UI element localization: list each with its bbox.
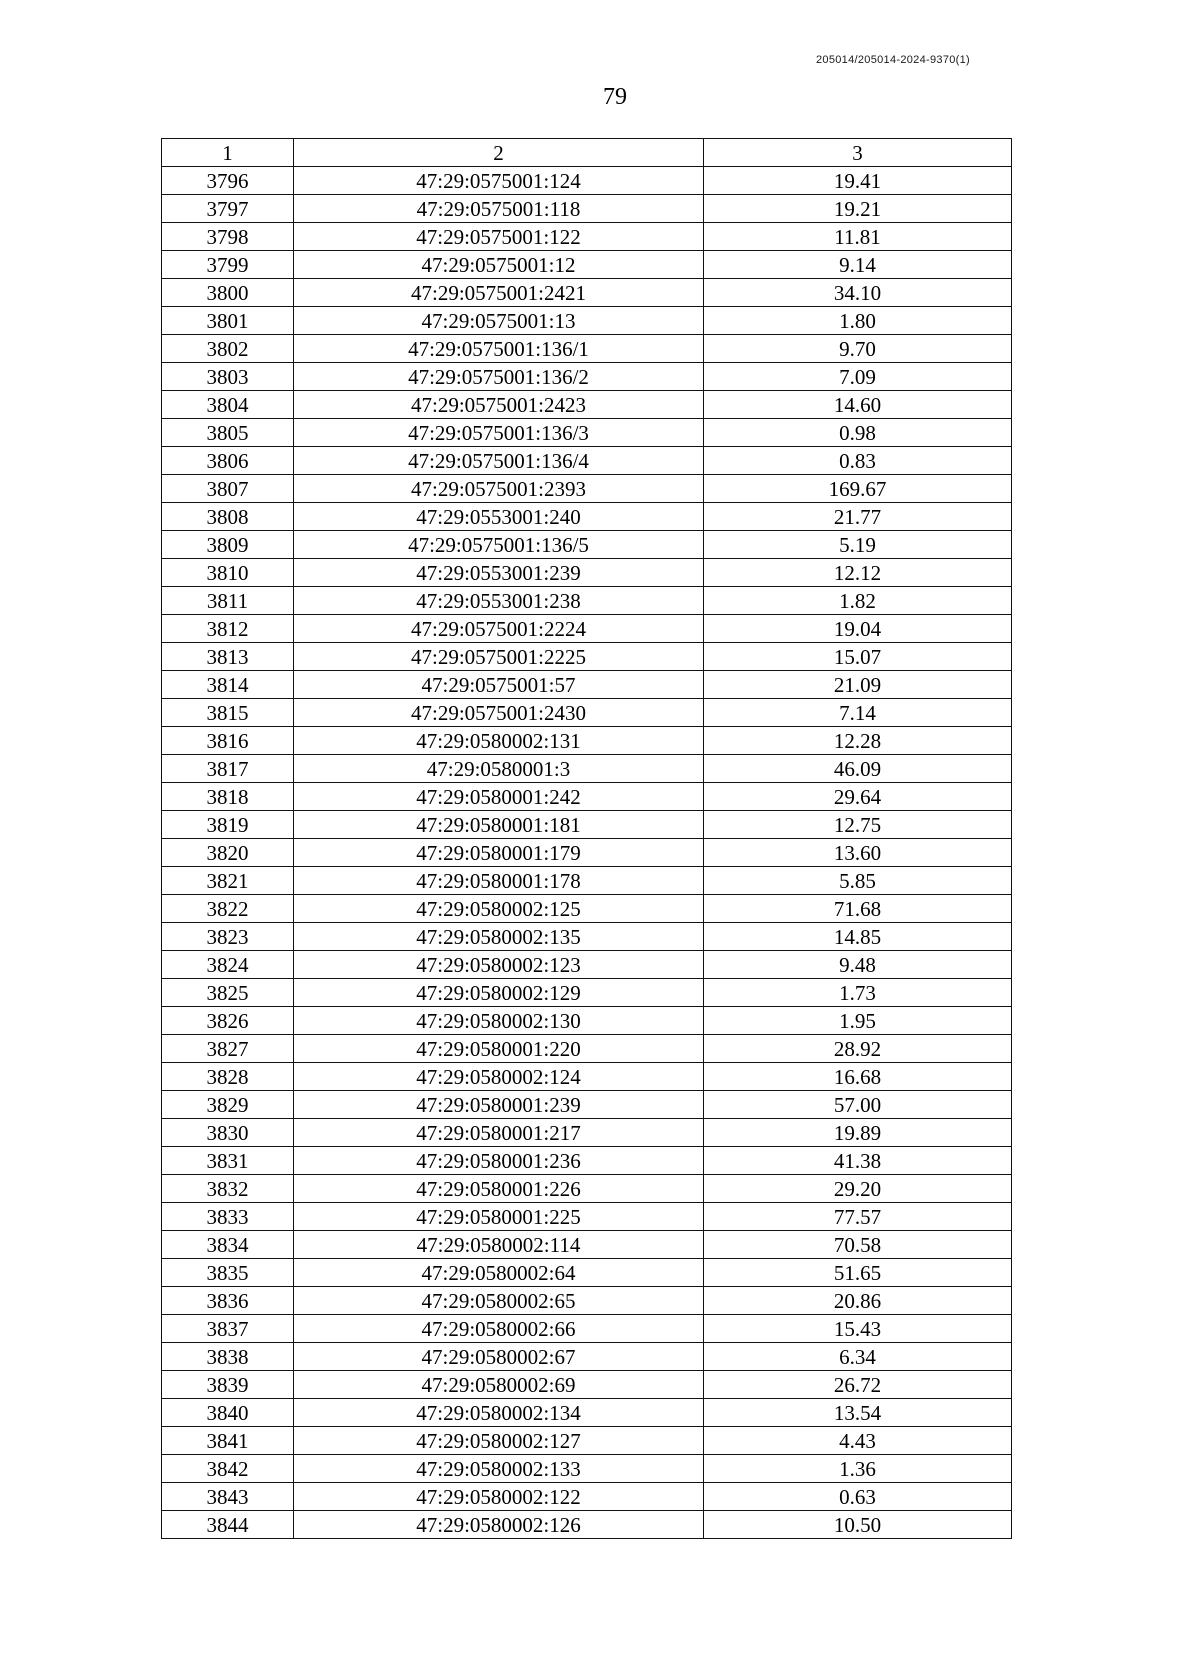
area-value-cell: 51.65	[704, 1259, 1012, 1287]
row-number-cell: 3802	[162, 335, 294, 363]
row-number-cell: 3803	[162, 363, 294, 391]
area-value-cell: 41.38	[704, 1147, 1012, 1175]
row-number-cell: 3829	[162, 1091, 294, 1119]
table-row	[162, 727, 1012, 755]
cadastral-number-cell: 47:29:0553001:239	[294, 559, 704, 587]
area-value-cell: 19.41	[704, 167, 1012, 195]
table-row	[162, 1147, 1012, 1175]
row-number-cell: 3825	[162, 979, 294, 1007]
row-number-cell: 3833	[162, 1203, 294, 1231]
table-row	[162, 839, 1012, 867]
row-number-cell: 3797	[162, 195, 294, 223]
cadastral-table	[161, 138, 1012, 1539]
area-value-cell: 9.14	[704, 251, 1012, 279]
table-row	[162, 1287, 1012, 1315]
row-number-cell: 3835	[162, 1259, 294, 1287]
cadastral-number-cell: 47:29:0580002:135	[294, 923, 704, 951]
area-value-cell: 46.09	[704, 755, 1012, 783]
row-number-cell: 3838	[162, 1343, 294, 1371]
cadastral-number-cell: 47:29:0575001:2430	[294, 699, 704, 727]
area-value-cell: 12.12	[704, 559, 1012, 587]
area-value-cell: 29.20	[704, 1175, 1012, 1203]
row-number-cell: 3837	[162, 1315, 294, 1343]
cadastral-number-cell: 47:29:0575001:124	[294, 167, 704, 195]
row-number-cell: 3801	[162, 307, 294, 335]
row-number-cell: 3812	[162, 615, 294, 643]
table-row	[162, 1455, 1012, 1483]
table-row	[162, 1343, 1012, 1371]
table-row	[162, 1371, 1012, 1399]
row-number-cell: 3830	[162, 1119, 294, 1147]
row-number-cell: 3804	[162, 391, 294, 419]
row-number-cell: 3839	[162, 1371, 294, 1399]
row-number-cell: 3823	[162, 923, 294, 951]
cadastral-number-cell: 47:29:0580001:181	[294, 811, 704, 839]
row-number-cell: 3816	[162, 727, 294, 755]
area-value-cell: 19.21	[704, 195, 1012, 223]
row-number-cell: 3799	[162, 251, 294, 279]
table-row	[162, 867, 1012, 895]
table-row	[162, 195, 1012, 223]
area-value-cell: 0.63	[704, 1483, 1012, 1511]
table-row	[162, 895, 1012, 923]
table-row	[162, 699, 1012, 727]
table-row	[162, 503, 1012, 531]
area-value-cell: 1.36	[704, 1455, 1012, 1483]
area-value-cell: 21.77	[704, 503, 1012, 531]
cadastral-number-cell: 47:29:0575001:2421	[294, 279, 704, 307]
table-header	[162, 139, 1012, 167]
cadastral-number-cell: 47:29:0575001:136/1	[294, 335, 704, 363]
table-row	[162, 1119, 1012, 1147]
area-value-cell: 16.68	[704, 1063, 1012, 1091]
cadastral-number-cell: 47:29:0575001:136/4	[294, 447, 704, 475]
table-row	[162, 167, 1012, 195]
table-row	[162, 279, 1012, 307]
cadastral-number-cell: 47:29:0575001:136/5	[294, 531, 704, 559]
row-number-cell: 3834	[162, 1231, 294, 1259]
row-number-cell: 3815	[162, 699, 294, 727]
cadastral-number-cell: 47:29:0575001:2224	[294, 615, 704, 643]
area-value-cell: 26.72	[704, 1371, 1012, 1399]
row-number-cell: 3818	[162, 783, 294, 811]
area-value-cell: 0.83	[704, 447, 1012, 475]
cadastral-number-cell: 47:29:0580002:67	[294, 1343, 704, 1371]
area-value-cell: 14.60	[704, 391, 1012, 419]
cadastral-number-cell: 47:29:0553001:240	[294, 503, 704, 531]
cadastral-number-cell: 47:29:0580002:64	[294, 1259, 704, 1287]
cadastral-number-cell: 47:29:0580002:69	[294, 1371, 704, 1399]
table-row	[162, 671, 1012, 699]
column-header-3: 3	[704, 139, 1012, 167]
cadastral-number-cell: 47:29:0575001:12	[294, 251, 704, 279]
area-value-cell: 0.98	[704, 419, 1012, 447]
row-number-cell: 3805	[162, 419, 294, 447]
area-value-cell: 5.19	[704, 531, 1012, 559]
table-row	[162, 391, 1012, 419]
row-number-cell: 3806	[162, 447, 294, 475]
table-row	[162, 783, 1012, 811]
cadastral-number-cell: 47:29:0575001:2393	[294, 475, 704, 503]
row-number-cell: 3810	[162, 559, 294, 587]
table-row	[162, 1007, 1012, 1035]
row-number-cell: 3817	[162, 755, 294, 783]
table-row	[162, 755, 1012, 783]
table-row	[162, 1203, 1012, 1231]
row-number-cell: 3798	[162, 223, 294, 251]
area-value-cell: 14.85	[704, 923, 1012, 951]
area-value-cell: 34.10	[704, 279, 1012, 307]
area-value-cell: 28.92	[704, 1035, 1012, 1063]
row-number-cell: 3814	[162, 671, 294, 699]
area-value-cell: 70.58	[704, 1231, 1012, 1259]
cadastral-number-cell: 47:29:0580002:114	[294, 1231, 704, 1259]
cadastral-number-cell: 47:29:0580002:124	[294, 1063, 704, 1091]
table-row	[162, 979, 1012, 1007]
table-row	[162, 251, 1012, 279]
table-row	[162, 531, 1012, 559]
table-row	[162, 1315, 1012, 1343]
cadastral-number-cell: 47:29:0580002:123	[294, 951, 704, 979]
area-value-cell: 77.57	[704, 1203, 1012, 1231]
cadastral-number-cell: 47:29:0580002:66	[294, 1315, 704, 1343]
table-row	[162, 335, 1012, 363]
table-row	[162, 1483, 1012, 1511]
table-row	[162, 587, 1012, 615]
cadastral-number-cell: 47:29:0580002:122	[294, 1483, 704, 1511]
table-row	[162, 1231, 1012, 1259]
row-number-cell: 3826	[162, 1007, 294, 1035]
cadastral-number-cell: 47:29:0575001:136/3	[294, 419, 704, 447]
area-value-cell: 11.81	[704, 223, 1012, 251]
area-value-cell: 6.34	[704, 1343, 1012, 1371]
table-row	[162, 1035, 1012, 1063]
area-value-cell: 29.64	[704, 783, 1012, 811]
cadastral-number-cell: 47:29:0580001:242	[294, 783, 704, 811]
area-value-cell: 9.70	[704, 335, 1012, 363]
table-row	[162, 559, 1012, 587]
table-row	[162, 643, 1012, 671]
cadastral-number-cell: 47:29:0580002:127	[294, 1427, 704, 1455]
row-number-cell: 3827	[162, 1035, 294, 1063]
row-number-cell: 3831	[162, 1147, 294, 1175]
cadastral-number-cell: 47:29:0575001:2423	[294, 391, 704, 419]
table-row	[162, 475, 1012, 503]
row-number-cell: 3844	[162, 1511, 294, 1539]
table-row	[162, 923, 1012, 951]
row-number-cell: 3813	[162, 643, 294, 671]
cadastral-number-cell: 47:29:0580002:125	[294, 895, 704, 923]
row-number-cell: 3809	[162, 531, 294, 559]
table-row	[162, 1427, 1012, 1455]
table-body	[162, 167, 1012, 1539]
page-number: 79	[603, 84, 627, 110]
area-value-cell: 1.80	[704, 307, 1012, 335]
row-number-cell: 3800	[162, 279, 294, 307]
cadastral-number-cell: 47:29:0580001:225	[294, 1203, 704, 1231]
area-value-cell: 12.28	[704, 727, 1012, 755]
document-reference: 205014/205014-2024-9370(1)	[816, 54, 970, 66]
area-value-cell: 1.82	[704, 587, 1012, 615]
cadastral-number-cell: 47:29:0580001:217	[294, 1119, 704, 1147]
area-value-cell: 12.75	[704, 811, 1012, 839]
table-row	[162, 307, 1012, 335]
area-value-cell: 1.95	[704, 1007, 1012, 1035]
area-value-cell: 10.50	[704, 1511, 1012, 1539]
cadastral-number-cell: 47:29:0580002:126	[294, 1511, 704, 1539]
table-row	[162, 1511, 1012, 1539]
area-value-cell: 5.85	[704, 867, 1012, 895]
row-number-cell: 3819	[162, 811, 294, 839]
cadastral-number-cell: 47:29:0575001:122	[294, 223, 704, 251]
cadastral-number-cell: 47:29:0580001:220	[294, 1035, 704, 1063]
cadastral-number-cell: 47:29:0580001:226	[294, 1175, 704, 1203]
area-value-cell: 1.73	[704, 979, 1012, 1007]
cadastral-number-cell: 47:29:0580001:236	[294, 1147, 704, 1175]
table-row	[162, 1399, 1012, 1427]
row-number-cell: 3836	[162, 1287, 294, 1315]
row-number-cell: 3822	[162, 895, 294, 923]
area-value-cell: 15.07	[704, 643, 1012, 671]
cadastral-number-cell: 47:29:0580001:179	[294, 839, 704, 867]
cadastral-number-cell: 47:29:0553001:238	[294, 587, 704, 615]
cadastral-number-cell: 47:29:0580002:134	[294, 1399, 704, 1427]
cadastral-number-cell: 47:29:0580001:3	[294, 755, 704, 783]
table-row	[162, 1063, 1012, 1091]
header-row	[162, 139, 1012, 167]
table-row	[162, 447, 1012, 475]
area-value-cell: 19.89	[704, 1119, 1012, 1147]
cadastral-number-cell: 47:29:0575001:118	[294, 195, 704, 223]
table-row	[162, 419, 1012, 447]
row-number-cell: 3828	[162, 1063, 294, 1091]
cadastral-number-cell: 47:29:0580002:131	[294, 727, 704, 755]
row-number-cell: 3832	[162, 1175, 294, 1203]
cadastral-number-cell: 47:29:0580001:239	[294, 1091, 704, 1119]
area-value-cell: 13.54	[704, 1399, 1012, 1427]
cadastral-number-cell: 47:29:0580002:130	[294, 1007, 704, 1035]
area-value-cell: 13.60	[704, 839, 1012, 867]
area-value-cell: 19.04	[704, 615, 1012, 643]
area-value-cell: 169.67	[704, 475, 1012, 503]
cadastral-number-cell: 47:29:0575001:2225	[294, 643, 704, 671]
area-value-cell: 4.43	[704, 1427, 1012, 1455]
cadastral-number-cell: 47:29:0575001:13	[294, 307, 704, 335]
area-value-cell: 7.09	[704, 363, 1012, 391]
table-row	[162, 363, 1012, 391]
table-row	[162, 1259, 1012, 1287]
row-number-cell: 3842	[162, 1455, 294, 1483]
row-number-cell: 3824	[162, 951, 294, 979]
column-header-1: 1	[162, 139, 294, 167]
area-value-cell: 20.86	[704, 1287, 1012, 1315]
table-row	[162, 951, 1012, 979]
row-number-cell: 3811	[162, 587, 294, 615]
area-value-cell: 9.48	[704, 951, 1012, 979]
row-number-cell: 3821	[162, 867, 294, 895]
row-number-cell: 3841	[162, 1427, 294, 1455]
cadastral-number-cell: 47:29:0580002:65	[294, 1287, 704, 1315]
cadastral-number-cell: 47:29:0575001:57	[294, 671, 704, 699]
row-number-cell: 3808	[162, 503, 294, 531]
table-row	[162, 223, 1012, 251]
table-row	[162, 1091, 1012, 1119]
cadastral-number-cell: 47:29:0575001:136/2	[294, 363, 704, 391]
area-value-cell: 15.43	[704, 1315, 1012, 1343]
table-row	[162, 811, 1012, 839]
row-number-cell: 3807	[162, 475, 294, 503]
area-value-cell: 57.00	[704, 1091, 1012, 1119]
row-number-cell: 3820	[162, 839, 294, 867]
row-number-cell: 3840	[162, 1399, 294, 1427]
cadastral-number-cell: 47:29:0580002:129	[294, 979, 704, 1007]
table-row	[162, 1175, 1012, 1203]
area-value-cell: 21.09	[704, 671, 1012, 699]
cadastral-number-cell: 47:29:0580001:178	[294, 867, 704, 895]
row-number-cell: 3843	[162, 1483, 294, 1511]
cadastral-number-cell: 47:29:0580002:133	[294, 1455, 704, 1483]
area-value-cell: 71.68	[704, 895, 1012, 923]
area-value-cell: 7.14	[704, 699, 1012, 727]
row-number-cell: 3796	[162, 167, 294, 195]
table-row	[162, 615, 1012, 643]
column-header-2: 2	[294, 139, 704, 167]
